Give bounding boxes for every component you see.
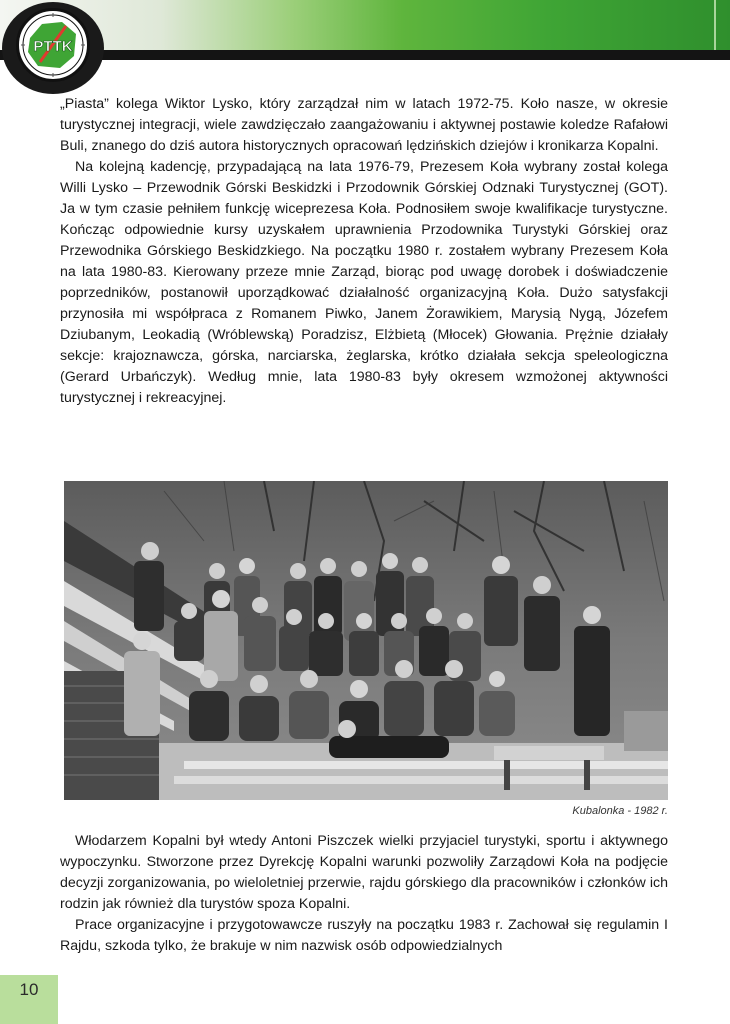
paragraph-1: „Piasta” kolega Wiktor Lysko, który zarządzał nim w latach 1972-75. Koło nasze, w okresie turystycznej integracji, wiele zawdzięczało zaangażowaniu i aktywnej postawie koledze Rafałowi Buli, znanego do dziś autora historycznych opracowań lędzińskich dziejów i kronikarza Kopalni.: [60, 96, 668, 154]
header-band: [0, 0, 730, 52]
header-thin-line: [714, 0, 716, 50]
logo-text: PTTK: [33, 38, 73, 55]
bottom-text-block: [60, 831, 668, 957]
group-photo: [64, 481, 668, 800]
paragraph-3: Włodarzem Kopalni był wtedy Antoni Piszczek wielki przyjaciel turystyki, sportu i aktywnego wypoczynku. Stworzone przez Dyrekcję Kopalni warunki pozwoliły Zarządowi Koła na podjęcie decyzji zorganizowania, po wieloletniej przerwie, rajdu górskiego dla pracowników i członków ich rodzin jak również dla turystów spoza Kopalni.: [60, 833, 668, 912]
group-photo-illustration: [64, 481, 668, 800]
paragraph-2: Na kolejną kadencję, przypadającą na lata 1976-79, Prezesem Koła wybrany został kolega Willi Lysko – Przewodnik Górski Beskidzki i Przodownik Górskiej Odznaki Turystycznej (GOT). Ja w tym czasie pełniłem funkcję wiceprezesa Koła. Podnosiłem swoje kwalifikacje turystyczne. Kończąc odpowiednie kursy uzyskałem uprawnienia Przodownika Turystyki Górskiej oraz Przewodnika Górskiego Beskidzkiego. Na początku 1980 r. zostałem wybrany Prezesem Koła na lata 1980-83. Kierowany przeze mnie Zarząd, biorąc pod uwagę dorobek i doświadczenie poprzedników, postanowił uporządkować działalność organizacyjną Koła. Dużo satysfakcji przynosiła mi współpraca z Romanem Piwko, Janem Żorawikiem, Marysią Nygą, Józefem Dziubanym, Leokadią (Wróblewską) Poradzisz, Elżbietą (Młocek) Głowania. Prężnie działały sekcje: krajoznawcza, górska, narciarska, żeglarska, krótko działała sekcja speleologiczna (Gerard Urbańczyk). Według mnie, lata 1980-83 były okresem wzmożonej aktywności turystycznej i rekreacyjnej.: [60, 159, 668, 406]
paragraph-4: Prace organizacyjne i przygotowawcze ruszyły na początku 1983 r. Zachował się regulamin I Rajdu, szkoda tylko, że brakuje w nim nazwisk osób odpowiedzialnych: [60, 917, 668, 954]
page-number: 10: [19, 980, 39, 999]
header-black-stripe: [0, 50, 730, 60]
top-text-block: [60, 94, 668, 409]
photo-caption: Kubalonka - 1982 r.: [572, 805, 668, 817]
pttk-logo: [16, 8, 90, 82]
